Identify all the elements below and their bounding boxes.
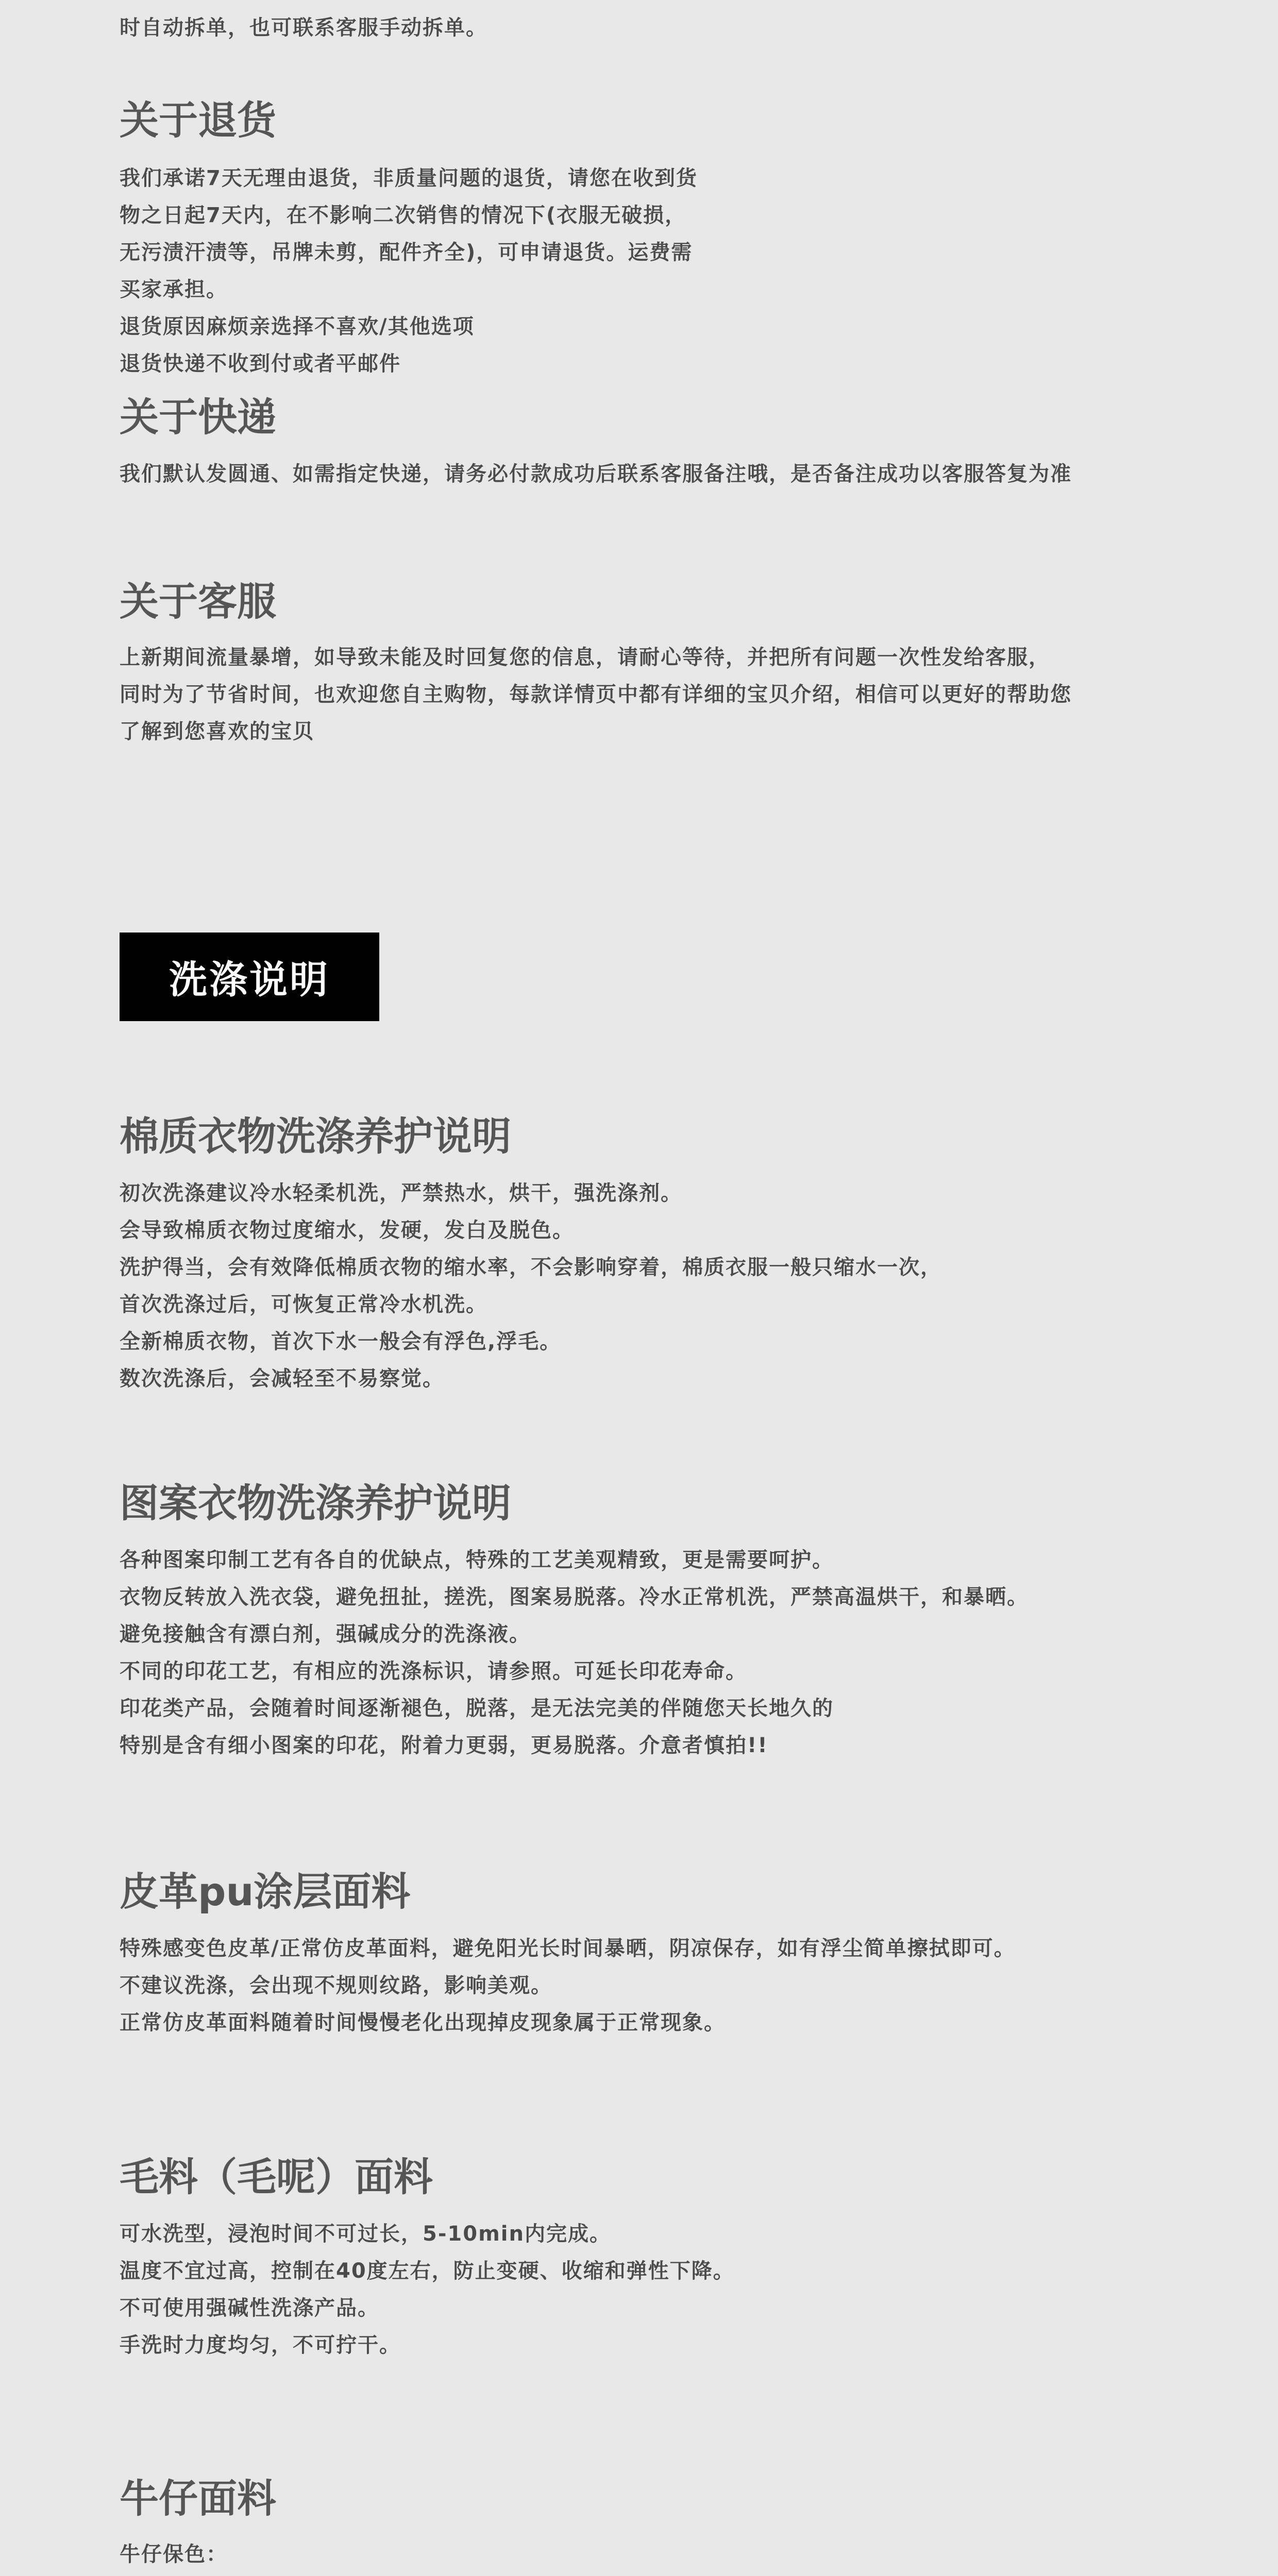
cotton-line: 全新棉质衣物，首次下水一般会有浮色,浮毛。 <box>120 1330 562 1353</box>
leather-heading: 皮革pu涂层面料 <box>120 1869 411 1914</box>
express-heading: 关于快递 <box>120 394 276 440</box>
express-line: 我们默认发圆通、如需指定快递，请务必付款成功后联系客服备注哦，是否备注成功以客服答复为准 <box>120 462 1072 486</box>
returns-line: 退货原因麻烦亲选择不喜欢/其他选项 <box>120 315 475 338</box>
wool-line: 手洗时力度均匀，不可拧干。 <box>120 2333 401 2357</box>
pattern-line: 不同的印花工艺，有相应的洗涤标识，请参照。可延长印花寿命。 <box>120 1659 747 1683</box>
service-line: 同时为了节省时间，也欢迎您自主购物，每款详情页中都有详细的宝贝介绍，相信可以更好的帮助您 <box>120 683 1072 706</box>
leather-line: 正常仿皮革面料随着时间慢慢老化出现掉皮现象属于正常现象。 <box>120 2011 726 2035</box>
service-heading: 关于客服 <box>120 579 276 624</box>
wool-line: 不可使用强碱性洗涤产品。 <box>120 2296 379 2320</box>
cotton-heading: 棉质衣物洗涤养护说明 <box>120 1113 511 1159</box>
denim-heading: 牛仔面料 <box>120 2476 276 2521</box>
returns-heading: 关于退货 <box>120 97 276 143</box>
wool-line: 可水洗型，浸泡时间不可过长，5-10min内完成。 <box>120 2222 611 2246</box>
returns-line: 无污渍汗渍等，吊牌未剪，配件齐全)，可申请退货。运费需 <box>120 241 693 264</box>
pattern-line: 印花类产品，会随着时间逐渐褪色，脱落，是无法完美的伴随您天长地久的 <box>120 1697 834 1720</box>
returns-line: 我们承诺7天无理由退货，非质量问题的退货，请您在收到货 <box>120 166 698 190</box>
pattern-line: 特别是含有细小图案的印花，附着力更弱，更易脱落。介意者慎拍!! <box>120 1734 768 1757</box>
wool-line: 温度不宜过高，控制在40度左右，防止变硬、收缩和弹性下降。 <box>120 2259 735 2283</box>
wash-instructions-banner: 洗涤说明 <box>120 933 379 1021</box>
cotton-line: 数次洗涤后，会减轻至不易察觉。 <box>120 1367 444 1391</box>
top-note-line: 时自动拆单，也可联系客服手动拆单。 <box>120 16 487 40</box>
service-line: 了解到您喜欢的宝贝 <box>120 720 314 743</box>
denim-line <box>120 2573 682 2576</box>
pattern-line: 衣物反转放入洗衣袋，避免扭扯，搓洗，图案易脱落。冷水正常机洗，严禁高温烘干，和暴晒。 <box>120 1585 1029 1609</box>
pattern-line: 避免接触含有漂白剂，强碱成分的洗涤液。 <box>120 1622 531 1646</box>
cotton-line: 会导致棉质衣物过度缩水，发硬，发白及脱色。 <box>120 1218 574 1242</box>
service-line: 上新期间流量暴增，如导致未能及时回复您的信息，请耐心等待，并把所有问题一次性发给客服， <box>120 646 1050 669</box>
leather-line: 不建议洗涤，会出现不规则纹路，影响美观。 <box>120 1974 552 1997</box>
returns-line: 物之日起7天内，在不影响二次销售的情况下(衣服无破损， <box>120 204 687 227</box>
pattern-heading: 图案衣物洗涤养护说明 <box>120 1480 511 1526</box>
leather-line: 特殊感变色皮革/正常仿皮革面料，避免阳光长时间暴晒，阴凉保存，如有浮尘简单擦拭即可。 <box>120 1937 1016 1960</box>
returns-line: 退货快递不收到付或者平邮件 <box>120 352 401 376</box>
cotton-line: 洗护得当，会有效降低棉质衣物的缩水率，不会影响穿着，棉质衣服一般只缩水一次， <box>120 1256 942 1279</box>
denim-line: 牛仔保色： <box>120 2543 228 2566</box>
cotton-line: 首次洗涤过后，可恢复正常冷水机洗。 <box>120 1293 487 1316</box>
cotton-line: 初次洗涤建议冷水轻柔机洗，严禁热水，烘干，强洗涤剂。 <box>120 1181 682 1205</box>
pattern-line: 各种图案印制工艺有各自的优缺点，特殊的工艺美观精致，更是需要呵护。 <box>120 1548 834 1572</box>
returns-line: 买家承担。 <box>120 278 228 301</box>
wool-heading: 毛料（毛呢）面料 <box>120 2154 433 2200</box>
